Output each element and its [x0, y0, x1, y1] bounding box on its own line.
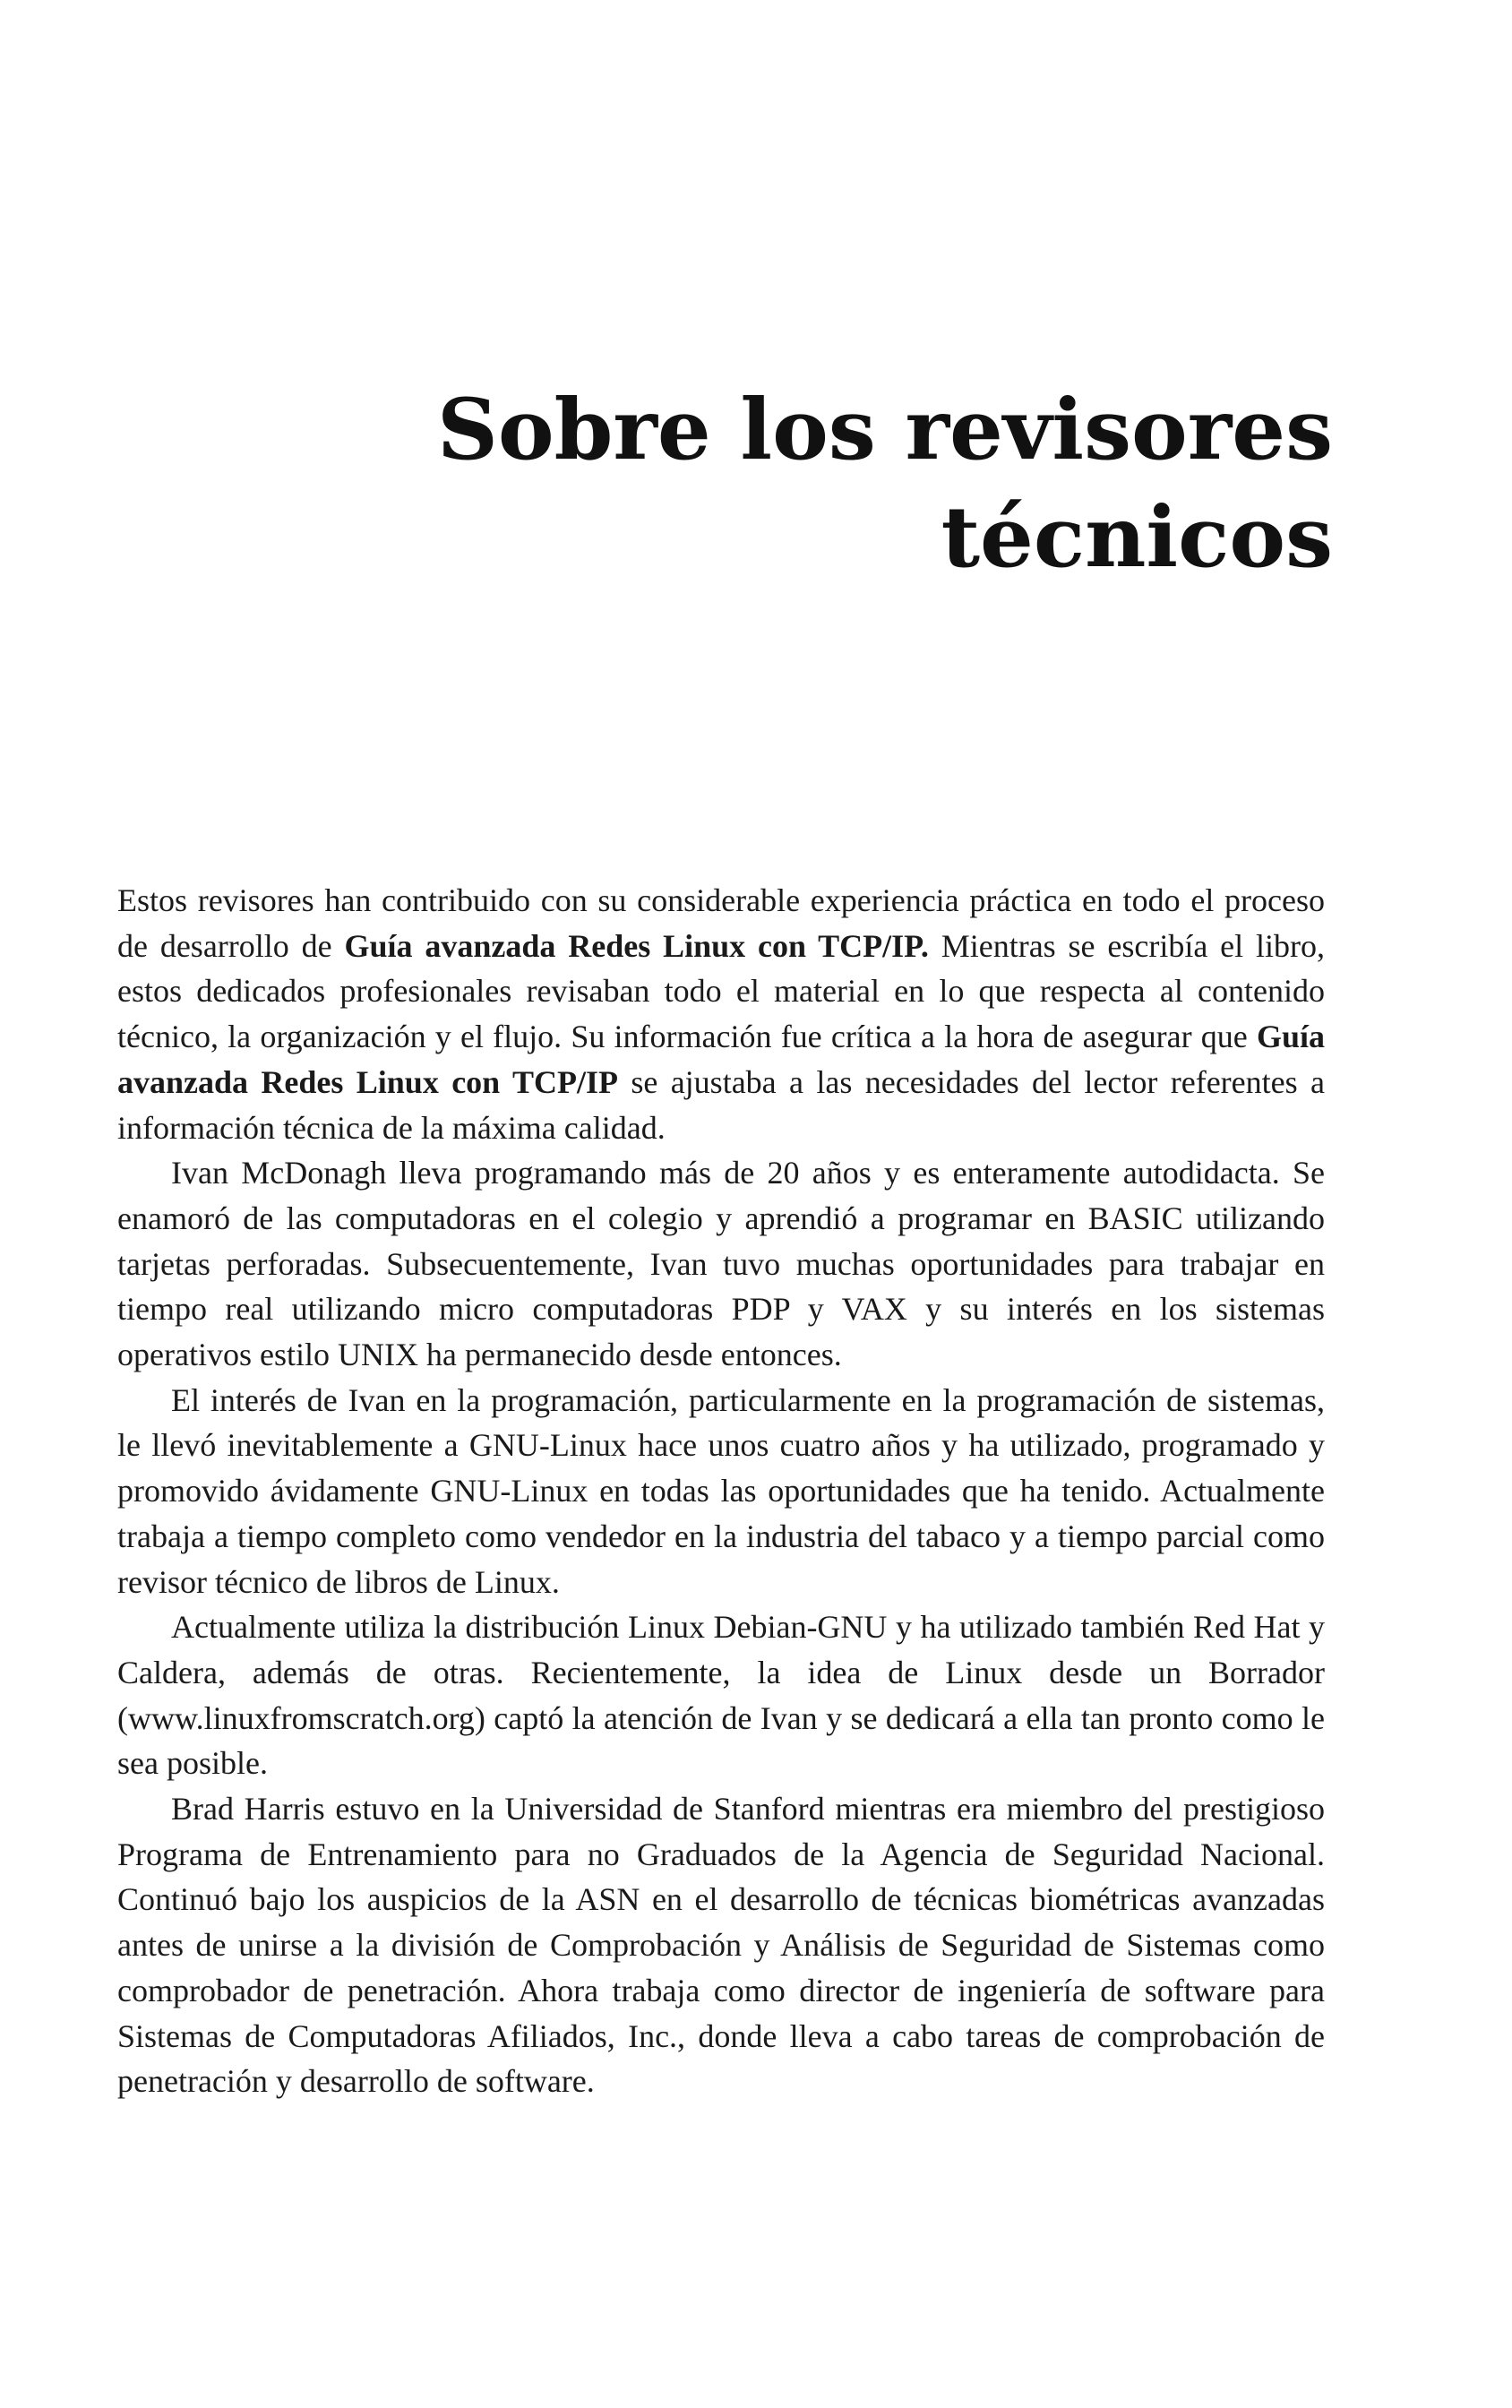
book-title-2: Guía avanzada Redes Linux con TCP/IP: [117, 1019, 1325, 1100]
paragraph-ivan-distro: Actualmente utiliza la distribución Linux Debian-GNU y ha utilizado también Red Hat y Caldera, además de otras. Recientemente, la idea de Linux desde un Borrador (www.linuxfromscratch.org) captó la atención de Ivan y se dedicará a ella tan pronto como le sea posible.: [117, 1609, 1325, 1782]
paragraph-brad-bio: Brad Harris estuvo en la Universidad de Stanford mientras era miembro del prestigioso Programa de Entrenamiento para no Graduados de la Agencia de Seguridad Nacional. Continuó bajo los auspicios de la ASN en el desarrollo de técnicas biométricas avanzadas antes de unirse a la división de Comprobación y Análisis de Seguridad de Sistemas como comprobador de penetración. Ahora trabaja como director de ingeniería de software para Sistemas de Computadoras Afiliados, Inc., donde lleva a cabo tareas de comprobación de penetración y desarrollo de software.: [117, 1791, 1325, 2100]
body-text: [117, 878, 1325, 2104]
paragraph-ivan-linux: El interés de Ivan en la programación, particularmente en la programación de sistemas, le llevó inevitablemente a GNU-Linux hace unos cuatro años y ha utilizado, programado y promovido ávidamente GNU-Linux en todas las oportunidades que ha tenido. Actualmente trabaja a tiempo completo como vendedor en la industria del tabaco y a tiempo parcial como revisor técnico de libros de Linux.: [117, 1381, 1325, 1600]
page-title: Sobre los revisores técnicos: [437, 381, 1333, 587]
intro-text-middle: Mientras se escribía el libro, estos dedicados profesionales revisaban todo el material en lo que respecta al contenido técnico, la organización y el flujo. Su información fue crítica a la hora de asegurar que: [117, 927, 1326, 1055]
paragraph-ivan-bio: Ivan McDonagh lleva programando más de 20 años y es enteramente autodidacta. Se enamoró de las computadoras en el colegio y aprendió a programar en BASIC utilizando tarjetas perforadas. Subsecuentemente, Ivan tuvo muchas oportunidades para trabajar en tiempo real utilizando micro computadoras PDP y VAX y su interés en los sistemas operativos estilo UNIX ha permanecido desde entonces.: [117, 1155, 1325, 1373]
intro-text-after: se ajustaba a las necesidades del lector referentes a información técnica de la máxima calidad.: [117, 1063, 1326, 1146]
intro-text-before: Estos revisores han contribuido con su considerable experiencia práctica en todo el proceso de desarrollo de: [117, 882, 1325, 964]
paragraph-intro: [117, 878, 1325, 1150]
book-title-1: Guía avanzada Redes Linux con TCP/IP.: [344, 927, 929, 964]
